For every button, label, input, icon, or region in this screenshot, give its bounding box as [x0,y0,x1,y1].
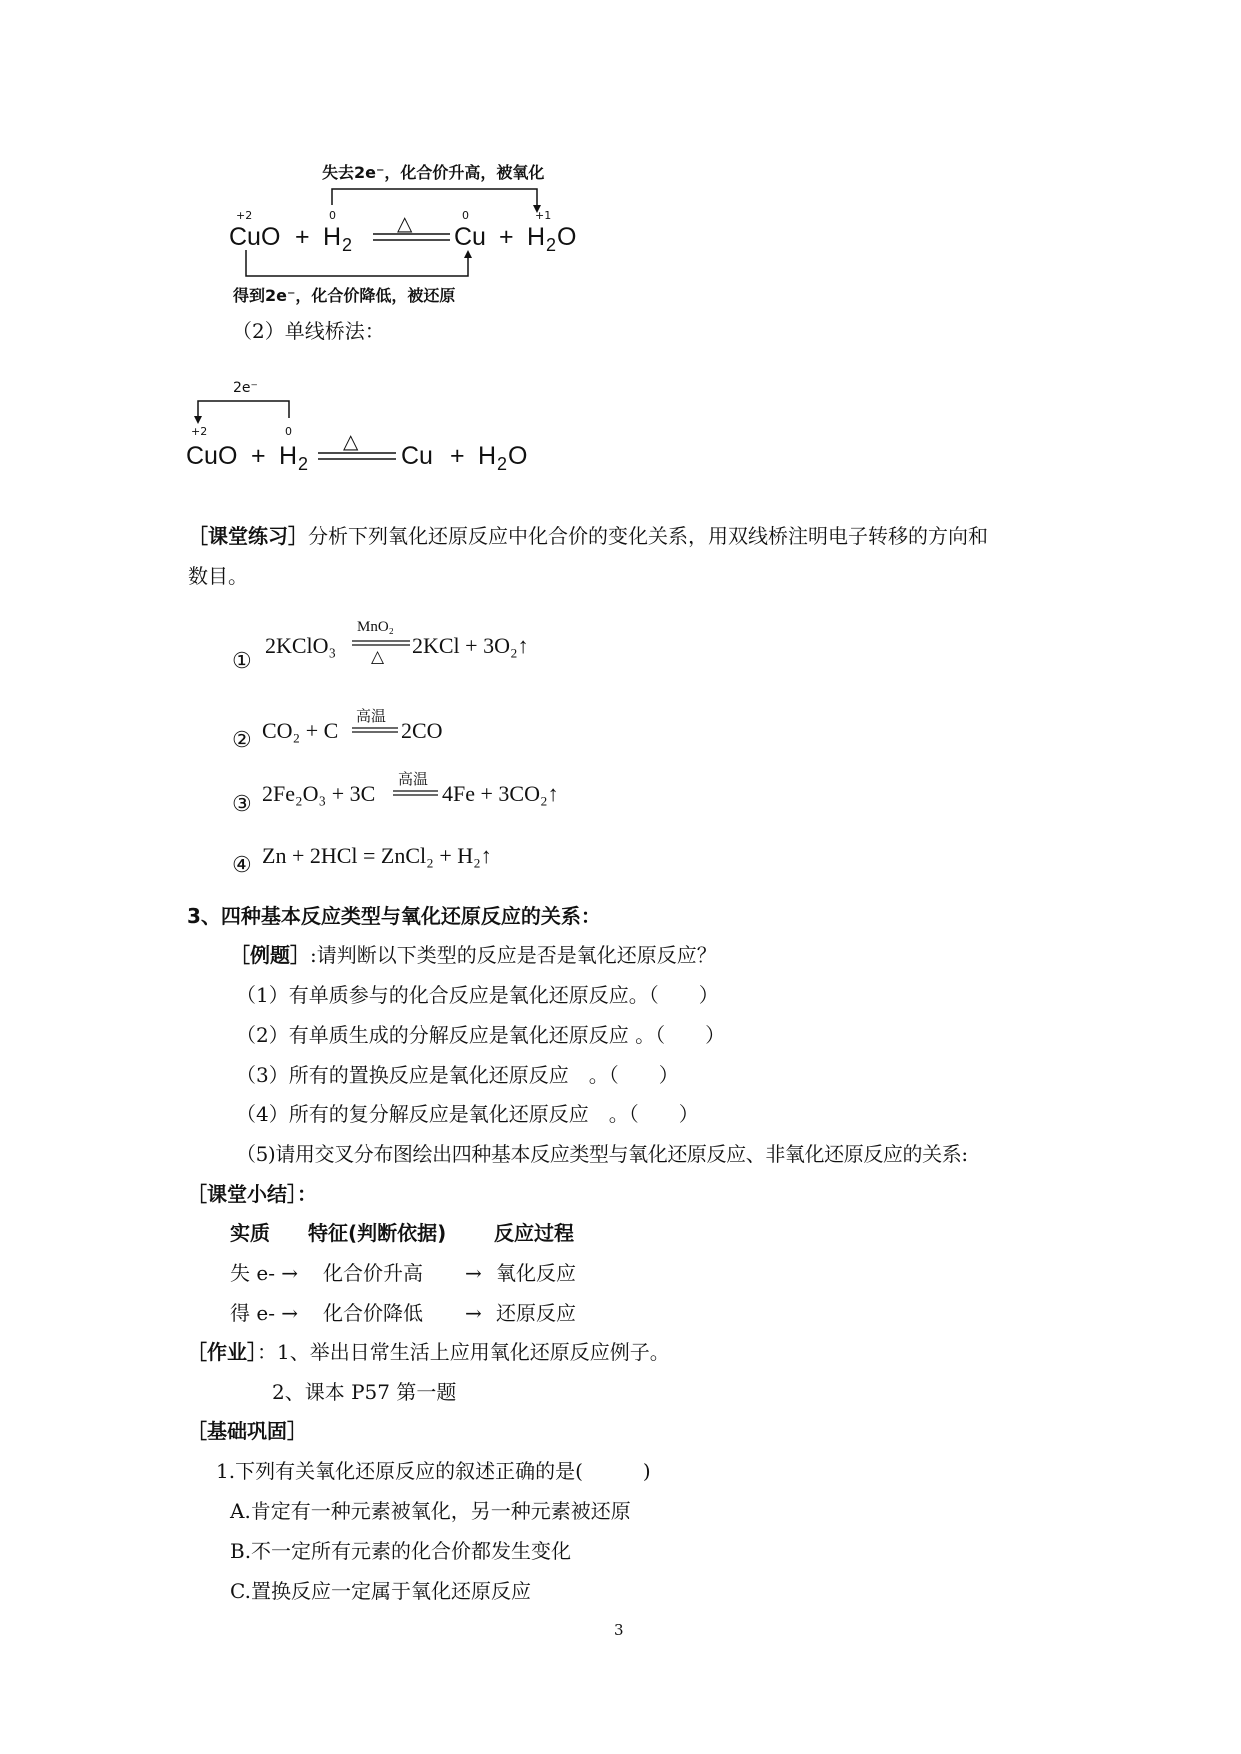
equation-left: 2Fe₂O₃ + 3C [262,781,376,806]
formula-cu: Cu [454,223,486,251]
example-heading: ［例题］ [230,943,310,967]
summary-col-feature: 特征(判断依据) [308,1221,447,1245]
oxidation-label: 失去2e⁻，化合价升高，被氧化 [322,163,545,182]
practice-text-cont: 数目。 [188,564,248,588]
equation-right: 2CO [401,718,443,743]
equation-condition-top: MnO₂ [357,619,394,635]
option-c: C.置换反应一定属于氧化还原反应 [230,1579,531,1603]
formula-o: O [557,223,577,251]
heat-condition: △ [343,429,359,453]
formula-cu: Cu [401,442,433,470]
homework-item: 2、课本 P57 第一题 [272,1380,457,1404]
heat-condition: △ [397,211,413,235]
practice-text: 分析下列氧化还原反应中化合价的变化关系，用双线桥注明电子转移的方向和 [308,524,988,548]
option-b: B.不一定所有元素的化合价都发生变化 [230,1539,572,1563]
homework-item: ：1、举出日常生活上应用氧化还原反应例子。 [257,1340,670,1364]
equation-right: 2KCl + 3O₂↑ [412,633,529,658]
summary-cell: 氧化反应 [496,1261,576,1285]
equation-left: 2KClO₃ [265,633,337,658]
summary-heading: ［课堂小结］： [187,1182,317,1206]
equation-condition-top: 高温 [356,707,387,725]
page-number: 3 [614,1621,624,1639]
summary-cell: → [465,1261,482,1285]
homework-heading: ［作业］ [187,1340,257,1364]
equation-number: ④ [232,852,252,877]
example-item: （5)请用交叉分布图绘出四种基本反应类型与氧化还原反应、非氧化还原反应的关系: [236,1142,968,1166]
example-item: （3）所有的置换反应是氧化还原反应 。（ ） [236,1063,679,1087]
plus-sign: + [450,442,465,470]
subscript: 2 [546,235,557,255]
formula-cuo: CuO [186,442,238,470]
subscript: 2 [497,454,508,474]
subscript: 2 [342,235,353,255]
equation-full: Zn + 2HCl = ZnCl₂ + H₂↑ [262,843,492,868]
electron-label: 2e⁻ [233,380,258,396]
plus-sign: + [251,442,266,470]
plus-sign: + [295,223,310,251]
plus-sign: + [499,223,514,251]
equation-number: ③ [232,791,252,816]
example-item: （1）有单质参与的化合反应是氧化还原反应。（ ） [236,983,719,1007]
subscript: 2 [298,454,309,474]
formula-h: H [478,442,497,470]
ox-state-cu: 0 [462,209,469,222]
equation-left: CO₂ + C [262,718,339,743]
equation-rule-lines [0,0,1241,800]
example-text: :请判断以下类型的反应是否是氧化还原反应？ [310,943,717,967]
ox-state-cuo: +2 [236,209,253,222]
summary-col-essence: 实质 [230,1221,270,1245]
formula-h: H [279,442,298,470]
equation-right: 4Fe + 3CO₂↑ [442,781,559,806]
ox-state-cuo: +2 [191,425,208,438]
ox-state-h2: 0 [329,209,336,222]
section-heading: 3、四种基本反应类型与氧化还原反应的关系： [187,904,601,928]
question: 1.下列有关氧化还原反应的叙述正确的是( ) [216,1459,651,1483]
single-bridge-heading: （2）单线桥法： [232,319,385,343]
formula-o: O [508,442,528,470]
summary-cell: 失 e- → [230,1261,299,1285]
ox-state-h2o: +1 [535,209,552,222]
equation-number: ② [232,727,252,752]
equation-condition-top: 高温 [398,770,429,788]
formula-h: H [527,223,546,251]
basics-heading: ［基础巩固］ [187,1419,307,1443]
formula-cuo: CuO [229,223,281,251]
equation-number: ① [232,648,252,673]
homework-paragraph [187,1339,670,1365]
summary-cell: 得 e- → [230,1301,299,1325]
ox-state-h2: 0 [285,425,292,438]
summary-cell: 化合价升高 [323,1261,423,1285]
practice-heading: ［课堂练习］ [188,524,308,548]
example-paragraph [230,942,717,968]
equation-condition-bottom: △ [371,647,385,667]
summary-cell: 还原反应 [496,1301,576,1325]
option-a: A.肯定有一种元素被氧化，另一种元素被还原 [230,1499,631,1523]
summary-cell: 化合价降低 [323,1301,423,1325]
example-item: （2）有单质生成的分解反应是氧化还原反应 。（ ） [236,1023,726,1047]
summary-col-process: 反应过程 [494,1221,574,1245]
reduction-label: 得到2e⁻，化合价降低，被还原 [233,286,456,305]
example-item: （4）所有的复分解反应是氧化还原反应 。（ ） [236,1102,699,1126]
summary-cell: → [465,1301,482,1325]
formula-h: H [323,223,342,251]
